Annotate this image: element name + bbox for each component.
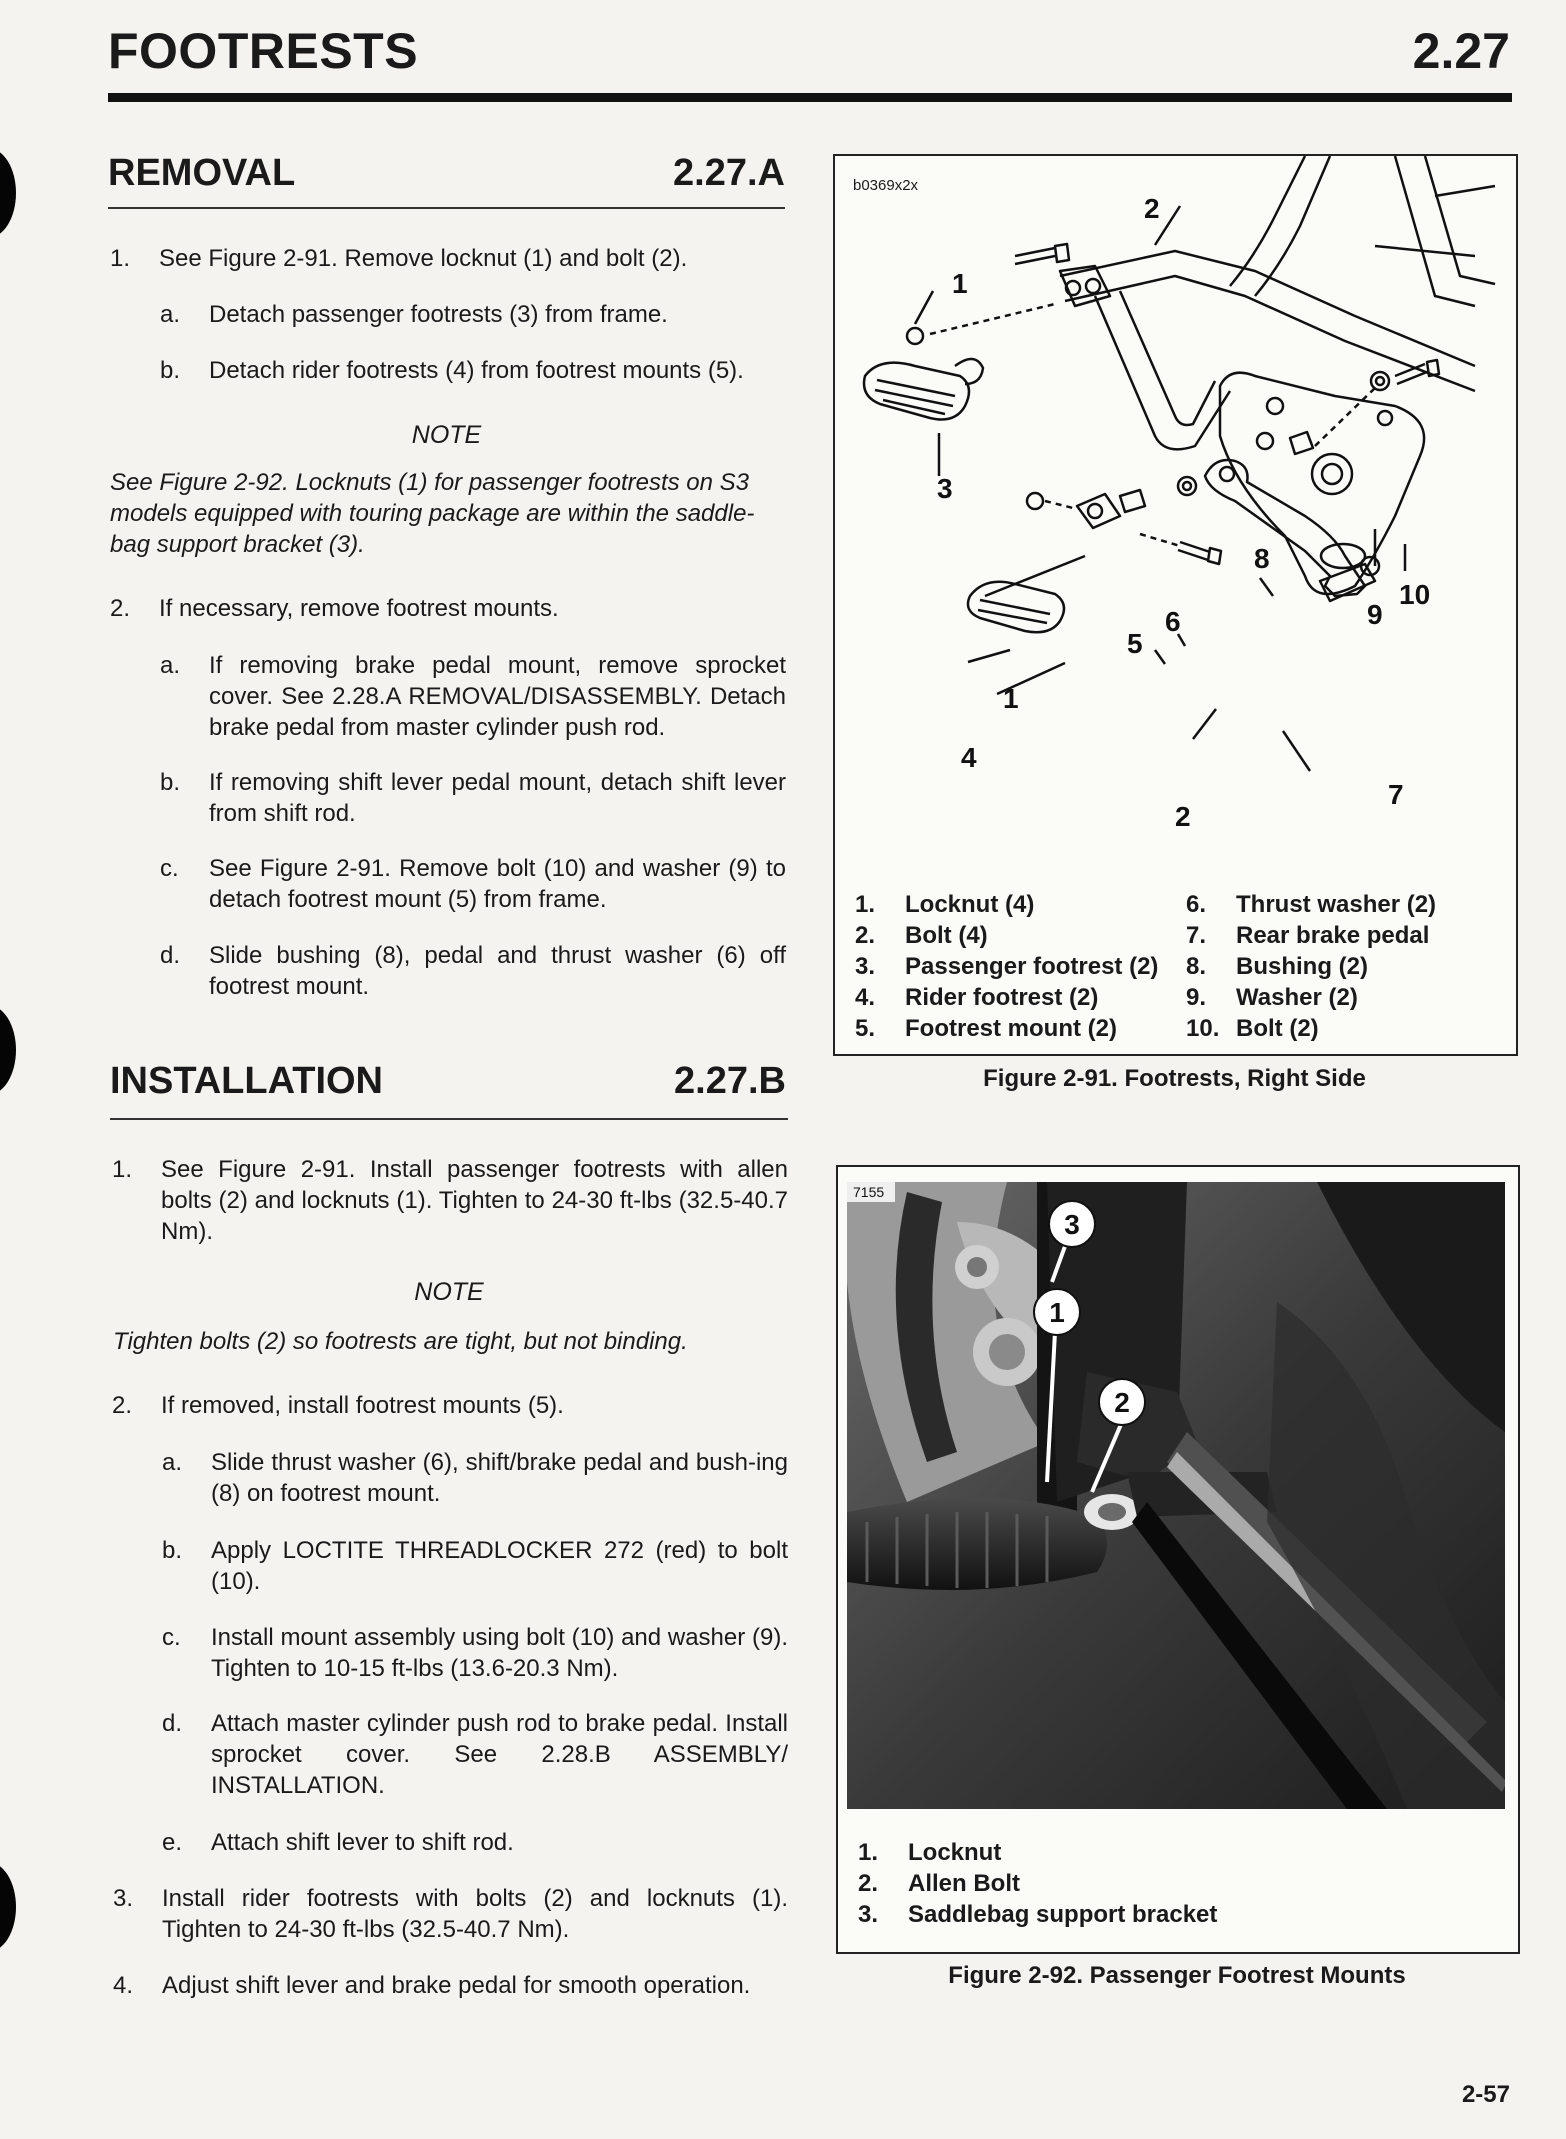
legend-item: 5. Footrest mount (2) [855,1015,1117,1042]
installation-number: 2.27.B [674,1060,786,1102]
photo-callout-3: 3 [1064,1209,1080,1240]
removal-step: d. Slide bushing (8), pedal and thrust washer (6) off footrest mount. [160,942,786,1000]
legend-item: 10. Bolt (2) [1186,1015,1319,1042]
section-number: 2.27 [1412,23,1510,79]
legend-item: 2. Allen Bolt [858,1870,1020,1897]
installation-step: 2. If removed, install footrest mounts (5). [112,1392,564,1419]
legend-item: 2. Bolt (4) [855,922,988,949]
binder-hole [0,148,16,238]
note-text: See Figure 2-92. Locknuts (1) for passenger footrests on S3 models equipped with touring package are within the saddle-bag support bracket (3). [110,469,755,558]
removal-step: a. If removing brake pedal mount, remove sprocket cover. See 2.28.A REMOVAL/DISASSEMBLY. Detach brake pedal from master cylinder push rod. [160,652,786,741]
figure-id: b0369x2x [853,177,919,194]
installation-step: e. Attach shift lever to shift rod. [162,1829,514,1856]
callout-2: 2 [1144,193,1160,224]
callout-1-lower: 1 [1003,683,1019,714]
installation-step: a. Slide thrust washer (6), shift/brake pedal and bush-ing (8) on footrest mount. [162,1449,788,1507]
footrest-exploded-diagram [835,156,1514,836]
removal-rule [108,207,785,209]
installation-step: d. Attach master cylinder push rod to brake pedal. Install sprocket cover. See 2.28.B ASSEMBLY/ INSTALLATION. [162,1710,788,1799]
removal-step: 2. If necessary, remove footrest mounts. [110,595,559,622]
removal-step: 1. See Figure 2-91. Remove locknut (1) and bolt (2). [110,245,688,272]
installation-step: 1. See Figure 2-91. Install passenger footrests with allen bolts (2) and locknuts (1). Tighten to 24-30 ft-lbs (32.5-40.7 Nm). [112,1156,788,1245]
photo-callout-1: 1 [1049,1297,1065,1328]
callout-7: 7 [1388,779,1404,810]
figure-2-91-caption: Figure 2-91. Footrests, Right Side [983,1065,1366,1092]
legend-item: 3. Passenger footrest (2) [855,953,1159,980]
photo-callout-2: 2 [1114,1387,1130,1418]
installation-title: INSTALLATION [110,1060,383,1102]
callout-4: 4 [961,742,977,773]
installation-step: b. Apply LOCTITE THREADLOCKER 272 (red) to bolt (10). [162,1537,788,1595]
header-rule [108,93,1512,102]
legend-item: 1. Locknut [858,1839,1002,1866]
figure-2-92-legend [858,1837,1217,1930]
removal-step: a. Detach passenger footrests (3) from frame. [160,301,668,328]
figure-2-91-legend-left [855,889,1158,1044]
figure-2-91-legend-right [1186,889,1436,1044]
removal-step: c. See Figure 2-91. Remove bolt (10) and washer (9) to detach footrest mount (5) from frame. [160,855,786,913]
page-title: FOOTRESTS [108,23,419,79]
callout-2-lower: 2 [1175,801,1191,832]
binder-hole [0,1005,16,1095]
legend-item: 7. Rear brake pedal [1186,922,1430,949]
removal-number: 2.27.A [673,152,785,194]
passenger-footrest-mount-photo [847,1182,1505,1809]
installation-step: 4. Adjust shift lever and brake pedal for smooth operation. [113,1972,751,1999]
photo-id: 7155 [853,1184,885,1200]
binder-hole [0,1862,16,1952]
callout-9: 9 [1367,599,1383,630]
note-text: Tighten bolts (2) so footrests are tight, but not binding. [113,1328,688,1355]
installation-rule [110,1118,788,1120]
callout-5: 5 [1127,628,1143,659]
callout-8: 8 [1254,543,1270,574]
legend-item: 6. Thrust washer (2) [1186,891,1437,918]
callout-6: 6 [1165,606,1181,637]
callout-10: 10 [1399,579,1431,610]
legend-item: 8. Bushing (2) [1186,953,1368,980]
legend-item: 4. Rider footrest (2) [855,984,1099,1011]
note-heading: NOTE [414,1278,484,1306]
legend-item: 9. Washer (2) [1186,984,1358,1011]
legend-item: 3. Saddlebag support bracket [858,1901,1218,1928]
note-heading: NOTE [411,421,482,449]
figure-2-92-caption: Figure 2-92. Passenger Footrest Mounts [948,1962,1406,1989]
removal-step: b. If removing shift lever pedal mount, detach shift lever from shift rod. [160,769,786,827]
installation-step: 3. Install rider footrests with bolts (2) and locknuts (1). Tighten to 24-30 ft-lbs (32.5-40.7 Nm). [113,1885,788,1943]
callout-3: 3 [937,473,953,504]
removal-step: b. Detach rider footrests (4) from footrest mounts (5). [160,357,744,384]
installation-step: c. Install mount assembly using bolt (10) and washer (9). Tighten to 10-15 ft-lbs (13.6-20.3 Nm). [162,1624,788,1682]
removal-title: REMOVAL [108,152,296,194]
callout-1: 1 [952,268,968,299]
page-number: 2-57 [1461,2081,1510,2108]
legend-item: 1. Locknut (4) [855,891,1035,918]
